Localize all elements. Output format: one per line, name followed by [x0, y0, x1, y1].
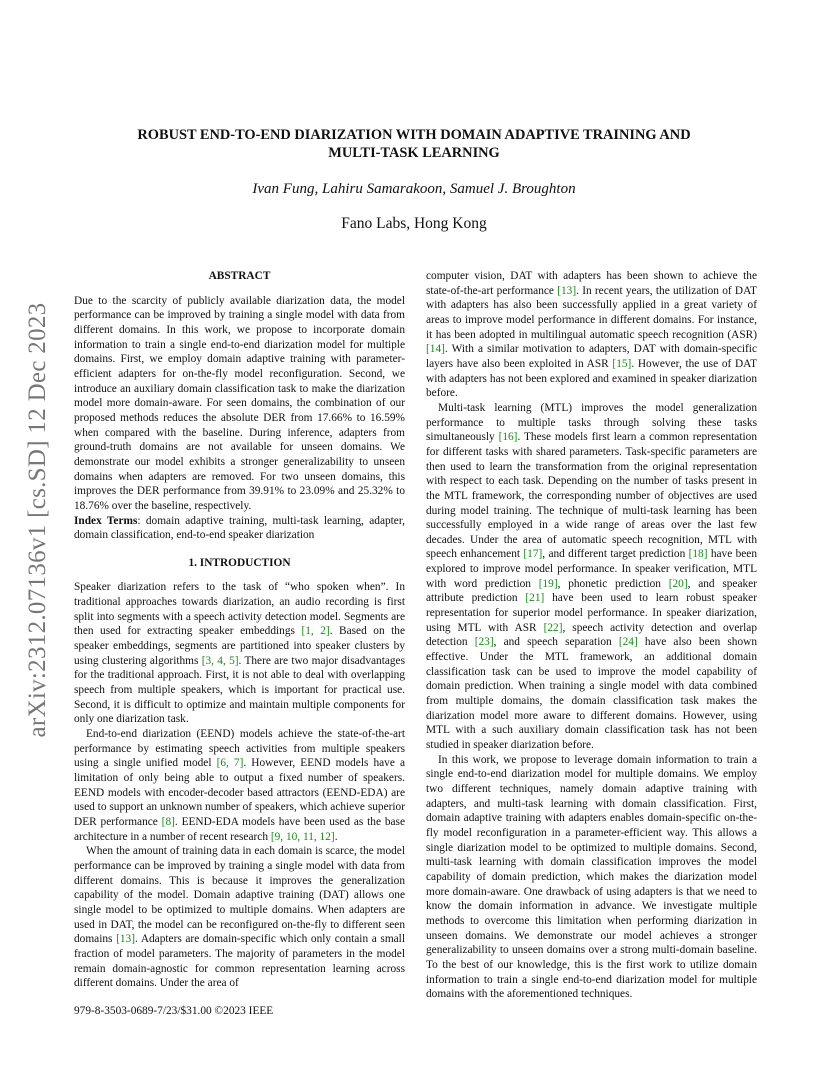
arxiv-identifier: arXiv:2312.07136v1 [cs.SD] 12 Dec 2023: [24, 302, 51, 738]
text-span: End-to-end diarization (EEND) models achieve the state-of-the-art performance by estimating speech activities from multiple speakers using a single unified model: [74, 728, 405, 770]
citation-link[interactable]: [24]: [618, 636, 638, 649]
citation-link[interactable]: [1, 2]: [301, 625, 330, 638]
citation-link[interactable]: [16]: [498, 431, 518, 444]
text-span: , phonetic prediction: [557, 577, 669, 590]
intro-paragraph-1: [74, 580, 405, 727]
text-span: Speaker diarization refers to the task of “who spoken when”. In traditional approaches towards diarization, an audio recording is first split into segments with a speech activity detection model. Segments are then used for extracting speaker embeddings: [74, 581, 405, 638]
title-line-2: MULTI-TASK LEARNING: [328, 145, 500, 161]
arxiv-sidebar: [22, 285, 54, 755]
citation-link[interactable]: [14]: [426, 343, 445, 356]
text-span: have also been shown effective. Under the MTL framework, an additional domain classification task can be used to improve the model capability of domain prediction. When training a single model with data combined from multiple domains, the domain classification task makes the diarization model more aware to different domains. However, using MTL with a such auxiliary domain classification task has not been studied in speaker diarization before.: [426, 636, 757, 751]
paper-title: [90, 126, 738, 162]
text-span: , and different target prediction: [542, 548, 689, 561]
text-span: . EEND-EDA models have been used as the base architecture in a number of recent research: [74, 815, 405, 843]
intro-heading: 1. INTRODUCTION: [188, 556, 291, 569]
intro-paragraph-2: [74, 727, 405, 844]
citation-link[interactable]: [13]: [116, 933, 135, 946]
citation-link[interactable]: [3, 4, 5]: [201, 654, 239, 667]
citation-link[interactable]: [13]: [557, 284, 577, 297]
index-terms: [74, 514, 405, 543]
citation-link[interactable]: [19]: [538, 577, 558, 590]
right-column: [426, 269, 757, 1002]
text-span: computer vision, DAT with adapters has been shown to achieve the state-of-the-art performance: [426, 270, 757, 297]
text-span: . With a similar motivation to adapters, DAT with domain-specific layers have also been exploited in ASR: [426, 343, 757, 370]
title-line-1: ROBUST END-TO-END DIARIZATION WITH DOMAIN ADAPTIVE TRAINING AND: [137, 127, 691, 143]
index-terms-text: : domain adaptive training, multi-task learning, adapter, domain classification, end-to-end speaker diarization: [74, 514, 406, 542]
citation-link[interactable]: [6, 7]: [216, 757, 244, 770]
text-span: . In recent years, the utilization of DAT with adapters has also been successfully applied in a great variety of areas to improve model performance in different domains. For instance, it has been adopted in multilingual automatic speech recognition (ASR): [426, 284, 757, 341]
text-span: have been explored to improve model performance. In speaker verification, MTL with word prediction: [426, 548, 758, 590]
citation-link[interactable]: [18]: [688, 548, 708, 561]
text-span: , speech activity detection and overlap detection: [426, 621, 757, 649]
text-span: , and speech separation: [493, 636, 619, 649]
citation-link[interactable]: [15]: [612, 357, 632, 370]
abstract-heading: ABSTRACT: [208, 270, 271, 282]
citation-link[interactable]: [23]: [474, 636, 494, 649]
text-span: have been used to learn robust speaker representation for superior model performance. In speaker diarization, using MTL with ASR: [426, 592, 757, 634]
text-span: When the amount of training data in each domain is scarce, the model performance can be improved by training a single model with data from different domains. This is because it improves the generalization capability of the model. Domain adaptive training (DAT) allows one single model to be optimized to multiple domains. When adapters are used in DAT, the model can be reconfigured on-the-fly to different seen domains: [74, 845, 405, 946]
citation-link[interactable]: [20]: [668, 577, 688, 590]
citation-link[interactable]: [17]: [523, 548, 543, 561]
copyright-footer: 979-8-3503-0689-7/23/$31.00 ©2023 IEEE: [74, 1005, 274, 1017]
citation-link[interactable]: [9, 10, 11, 12]: [270, 830, 335, 843]
citation-link[interactable]: [21]: [525, 592, 545, 605]
text-span: . However, EEND models have a limitation of only being able to output a fixed number of speakers. EEND models with encoder-decoder based attractors (EEND-EDA) are used to support an unknown number of speakers, which achieve superior DER performance: [74, 757, 405, 828]
text-span: , and speaker attribute prediction: [426, 577, 757, 605]
text-span: Multi-task learning (MTL) improves the model generalization performance to multiple tasks through solving these tasks simultaneously: [426, 401, 757, 444]
text-span: . Based on the speaker embeddings, segments are partitioned into speaker clusters by using clustering algorithms: [74, 625, 405, 667]
affiliation: Fano Labs, Hong Kong: [341, 215, 487, 232]
abstract-text: Due to the scarcity of publicly available diarization data, the model performance can be improved by training a single model with data from different domains. In this work, we propose to incorporate domain information to train a single end-to-end diarization model for multiple domains. First, we employ domain adaptive training with parameter-efficient adapters for on-the-fly model reconfiguration. Second, we introduce an auxiliary domain classification task to make the diarization model more domain-aware. For seen domains, the combination of our proposed methods reduces the absolute DER from 17.66% to 16.59% when compared with the baseline. During inference, adapters from ground-truth domains are not available for unseen domains. We demonstrate our model exhibits a stronger generalizability to unseen domains when adapters are removed. For two unseen domains, this improves the DER performance from 39.91% to 23.09% and 25.32% to 18.76% over the baseline, respectively.: [74, 294, 405, 512]
index-terms-label: Index Terms: [74, 514, 138, 527]
text-span: . There are two major disadvantages for the traditional approach. First, it is not able to deal with overlapping speech from multiple speakers, which is important for practical use. Second, it is difficult to optimize and maintain multiple components for only one diarization task.: [74, 654, 406, 726]
text-span: . However, the use of DAT with adapters has not been explored and examined in speaker diarization before.: [426, 357, 757, 400]
text-span: . These models first learn a common representation for different tasks with shared parameters. Task-specific parameters are then used to learn the transformation from the original representation with respect to each task. Depending on the number of tasks present in the MTL framework, the corresponding number of objectives are used during model training. The technique of multi-task learning has been successfully employed in a wide range of areas over the last few decades. Under the area of automatic speech recognition, MTL with speech enhancement: [426, 431, 757, 561]
intro-paragraph-3-continued: [426, 269, 757, 401]
intro-paragraph-3: [74, 844, 405, 991]
text-span: . Adapters are domain-specific which only contain a small fraction of model parameters. The majority of parameters in the model remain domain-agnostic for common representation learning across different domains. Under the area of: [74, 933, 405, 990]
author-list: Ivan Fung, Lahiru Samarakoon, Samuel J. Broughton: [252, 181, 576, 197]
intro-paragraph-4: [426, 401, 757, 753]
left-column: [74, 269, 405, 991]
citation-link[interactable]: [8]: [161, 815, 175, 828]
intro-paragraph-5: In this work, we propose to leverage domain information to train a single end-to-end diarization model for multiple domains. We employ two different techniques, namely domain adaptive training with adapters, and multi-task learning with domain classification. First, domain adaptive training with adapters enables domain-specific on-the-fly model reconfiguration in a parameter-efficient way. This allows a single diarization model to be optimized to multiple domains. Second, multi-task learning with domain classification improves the model capability of domain prediction, which makes the diarization model more domain-aware. One drawback of using adapters is that we need to know the domain information in advance. We investigate multiple methods to overcome this limitation when performing diarization in unseen domains. We demonstrate our model achieves a stronger generalizability to unseen domains over a strong multi-domain baseline. To the best of our knowledge, this is the first work to utilize domain information to train a single end-to-end diarization model for multiple domains with the aforementioned techniques.: [426, 753, 757, 1001]
citation-link[interactable]: [22]: [543, 621, 563, 634]
text-span: .: [334, 830, 338, 843]
